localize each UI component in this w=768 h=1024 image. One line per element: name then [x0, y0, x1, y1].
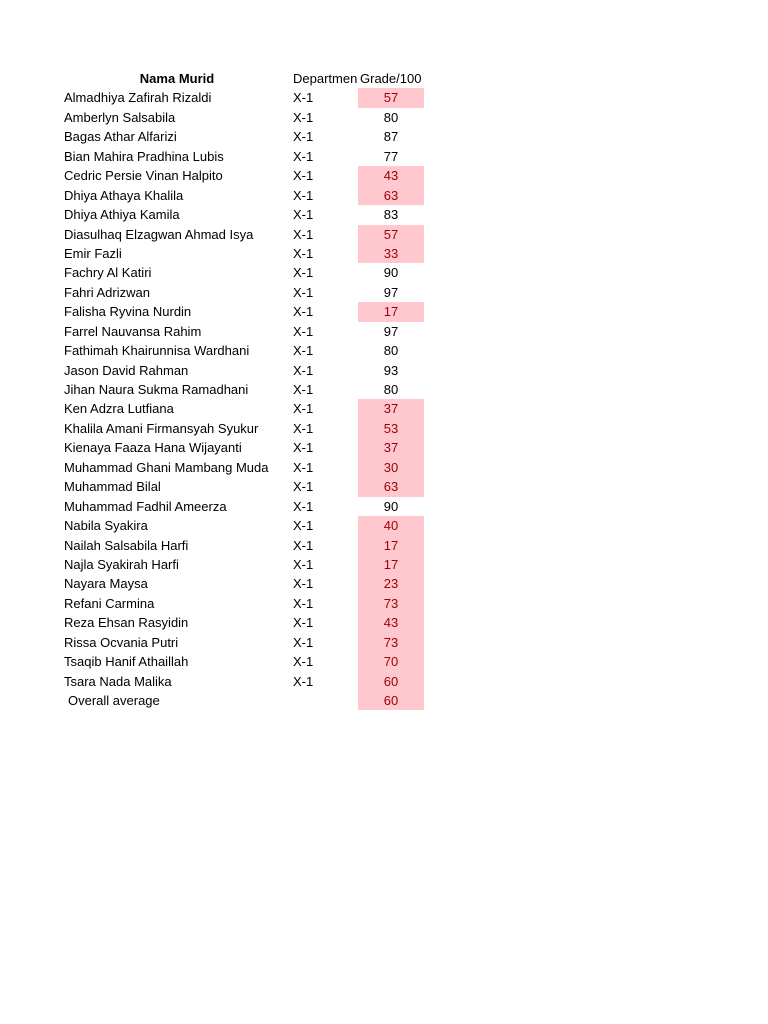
grade-cell[interactable]: 37: [358, 399, 424, 418]
grade-cell[interactable]: 70: [358, 652, 424, 671]
table-row: [60, 536, 440, 555]
table-row: [60, 477, 440, 496]
department-cell[interactable]: X-1: [293, 148, 314, 164]
department-cell[interactable]: X-1: [293, 226, 314, 242]
table-row: [60, 108, 440, 127]
table-row: [60, 341, 440, 360]
grade-cell[interactable]: 90: [383, 498, 399, 514]
grade-cell[interactable]: 40: [358, 516, 424, 535]
department-cell[interactable]: X-1: [293, 479, 314, 495]
department-cell[interactable]: X-1: [293, 654, 314, 670]
grade-cell[interactable]: 90: [383, 265, 399, 281]
table-row: [60, 88, 440, 107]
student-name-cell[interactable]: Muhammad Bilal: [64, 479, 161, 495]
grade-cell[interactable]: 43: [358, 166, 424, 185]
table-row: [60, 613, 440, 632]
grade-cell[interactable]: 77: [383, 148, 399, 164]
grade-sheet: [60, 69, 440, 710]
average-label[interactable]: Overall average: [68, 693, 160, 708]
grade-cell[interactable]: 63: [358, 186, 424, 205]
grade-cell[interactable]: 80: [383, 382, 399, 397]
grade-cell[interactable]: 33: [358, 244, 424, 263]
student-name-cell[interactable]: Diasulhaq Elzagwan Ahmad Isya: [64, 226, 254, 242]
department-cell[interactable]: X-1: [293, 420, 314, 436]
table-row: [60, 574, 440, 593]
department-cell[interactable]: X-1: [293, 245, 314, 261]
table-row: [60, 186, 440, 205]
department-cell[interactable]: X-1: [293, 304, 314, 320]
student-name-cell[interactable]: Tsaqib Hanif Athaillah: [64, 654, 189, 670]
grade-cell[interactable]: 43: [358, 613, 424, 632]
department-cell[interactable]: X-1: [293, 537, 314, 553]
department-cell[interactable]: X-1: [293, 459, 314, 475]
department-cell[interactable]: X-1: [293, 673, 314, 689]
table-row: [60, 516, 440, 535]
student-name-cell[interactable]: Ken Adzra Lutfiana: [64, 401, 174, 417]
grade-cell[interactable]: 30: [358, 458, 424, 477]
table-row: [60, 672, 440, 691]
grade-cell[interactable]: 53: [358, 419, 424, 438]
grade-cell[interactable]: 73: [358, 594, 424, 613]
grade-cell[interactable]: 80: [383, 343, 399, 359]
student-name-cell[interactable]: Falisha Ryvina Nurdin: [64, 304, 192, 320]
department-cell[interactable]: X-1: [293, 401, 314, 417]
student-rows: [60, 88, 440, 691]
grade-cell[interactable]: 17: [358, 536, 424, 555]
student-name-cell[interactable]: Kienaya Faaza Hana Wijayanti: [64, 440, 242, 456]
department-cell[interactable]: X-1: [293, 615, 314, 631]
department-cell[interactable]: X-1: [293, 576, 314, 592]
student-name-cell[interactable]: Refani Carmina: [64, 595, 155, 611]
student-name-cell[interactable]: Nabila Syakira: [64, 518, 148, 534]
table-row: [60, 380, 440, 399]
grade-cell[interactable]: 60: [358, 672, 424, 691]
table-row: [60, 322, 440, 341]
table-row: [60, 283, 440, 302]
student-name-cell[interactable]: Tsara Nada Malika: [64, 673, 172, 689]
grade-cell[interactable]: 73: [358, 633, 424, 652]
department-cell[interactable]: X-1: [293, 343, 314, 359]
table-row: [60, 652, 440, 671]
student-name-cell[interactable]: Nailah Salsabila Harfi: [64, 537, 189, 553]
table-row: [60, 438, 440, 457]
table-row: [60, 147, 440, 166]
grade-cell[interactable]: 17: [358, 555, 424, 574]
grade-cell[interactable]: 63: [358, 477, 424, 496]
grade-cell[interactable]: 57: [358, 88, 424, 107]
student-name-cell[interactable]: Khalila Amani Firmansyah Syukur: [64, 420, 259, 436]
header-row: [60, 69, 440, 88]
student-name-cell[interactable]: Muhammad Ghani Mambang Muda: [64, 459, 269, 475]
department-cell[interactable]: X-1: [293, 498, 314, 514]
table-row: [60, 419, 440, 438]
department-cell[interactable]: X-1: [293, 265, 314, 281]
department-cell[interactable]: X-1: [293, 207, 314, 223]
table-row: [60, 302, 440, 321]
student-name-cell[interactable]: Fathimah Khairunnisa Wardhani: [64, 343, 250, 359]
student-name-cell[interactable]: Nayara Maysa: [64, 576, 148, 592]
student-name-cell[interactable]: Najla Syakirah Harfi: [64, 556, 179, 572]
table-row: [60, 633, 440, 652]
average-grade-cell[interactable]: 60: [358, 691, 424, 710]
grade-cell[interactable]: 97: [383, 284, 399, 300]
department-cell[interactable]: X-1: [293, 284, 314, 300]
table-row: [60, 205, 440, 224]
grade-cell[interactable]: 93: [383, 362, 399, 378]
department-cell[interactable]: X-1: [293, 518, 314, 534]
grade-column-header[interactable]: Grade/100: [360, 71, 422, 86]
grade-cell[interactable]: 83: [383, 207, 399, 223]
table-row: [60, 263, 440, 282]
student-name-cell[interactable]: Dhiya Athaya Khalila: [64, 187, 184, 203]
student-name-cell[interactable]: Emir Fazli: [64, 245, 122, 261]
table-row: [60, 594, 440, 613]
department-column-header[interactable]: Departmen: [293, 71, 358, 86]
grade-cell[interactable]: 23: [358, 574, 424, 593]
department-cell[interactable]: X-1: [293, 382, 314, 397]
table-row: [60, 225, 440, 244]
department-cell[interactable]: X-1: [293, 129, 314, 145]
grade-cell[interactable]: 80: [383, 109, 399, 125]
department-cell[interactable]: X-1: [293, 634, 314, 650]
table-row: [60, 166, 440, 185]
department-cell[interactable]: X-1: [293, 556, 314, 572]
department-cell[interactable]: X-1: [293, 440, 314, 456]
grade-cell[interactable]: 37: [358, 438, 424, 457]
student-name-cell[interactable]: Muhammad Fadhil Ameerza: [64, 498, 227, 514]
grade-cell[interactable]: 57: [358, 225, 424, 244]
student-name-cell[interactable]: Fachry Al Katiri: [64, 265, 152, 281]
table-row: [60, 497, 440, 516]
table-row: [60, 244, 440, 263]
department-cell[interactable]: X-1: [293, 168, 314, 184]
student-name-cell[interactable]: Bian Mahira Pradhina Lubis: [64, 148, 224, 164]
student-name-cell[interactable]: Jihan Naura Sukma Ramadhani: [64, 382, 249, 397]
table-row: [60, 127, 440, 146]
grade-cell[interactable]: 17: [358, 302, 424, 321]
student-name-cell[interactable]: Farrel Nauvansa Rahim: [64, 323, 202, 339]
average-row: [60, 691, 440, 710]
table-row: [60, 555, 440, 574]
student-name-cell[interactable]: Fahri Adrizwan: [64, 284, 150, 300]
student-name-cell[interactable]: Bagas Athar Alfarizi: [64, 129, 177, 145]
grade-cell[interactable]: 87: [383, 129, 399, 145]
grade-cell[interactable]: 97: [383, 323, 399, 339]
department-cell[interactable]: X-1: [293, 595, 314, 611]
student-name-cell[interactable]: Jason David Rahman: [64, 362, 189, 378]
student-name-cell[interactable]: Dhiya Athiya Kamila: [64, 207, 180, 223]
student-name-cell[interactable]: Amberlyn Salsabila: [64, 109, 176, 125]
department-cell[interactable]: X-1: [293, 323, 314, 339]
student-name-cell[interactable]: Almadhiya Zafirah Rizaldi: [64, 90, 212, 106]
student-name-cell[interactable]: Rissa Ocvania Putri: [64, 634, 179, 650]
department-cell[interactable]: X-1: [293, 187, 314, 203]
name-column-header[interactable]: Nama Murid: [139, 71, 215, 86]
student-name-cell[interactable]: Cedric Persie Vinan Halpito: [64, 168, 223, 184]
table-row: [60, 361, 440, 380]
table-row: [60, 399, 440, 418]
student-name-cell[interactable]: Reza Ehsan Rasyidin: [64, 615, 189, 631]
table-row: [60, 458, 440, 477]
department-cell[interactable]: X-1: [293, 109, 314, 125]
department-cell[interactable]: X-1: [293, 90, 314, 106]
department-cell[interactable]: X-1: [293, 362, 314, 378]
